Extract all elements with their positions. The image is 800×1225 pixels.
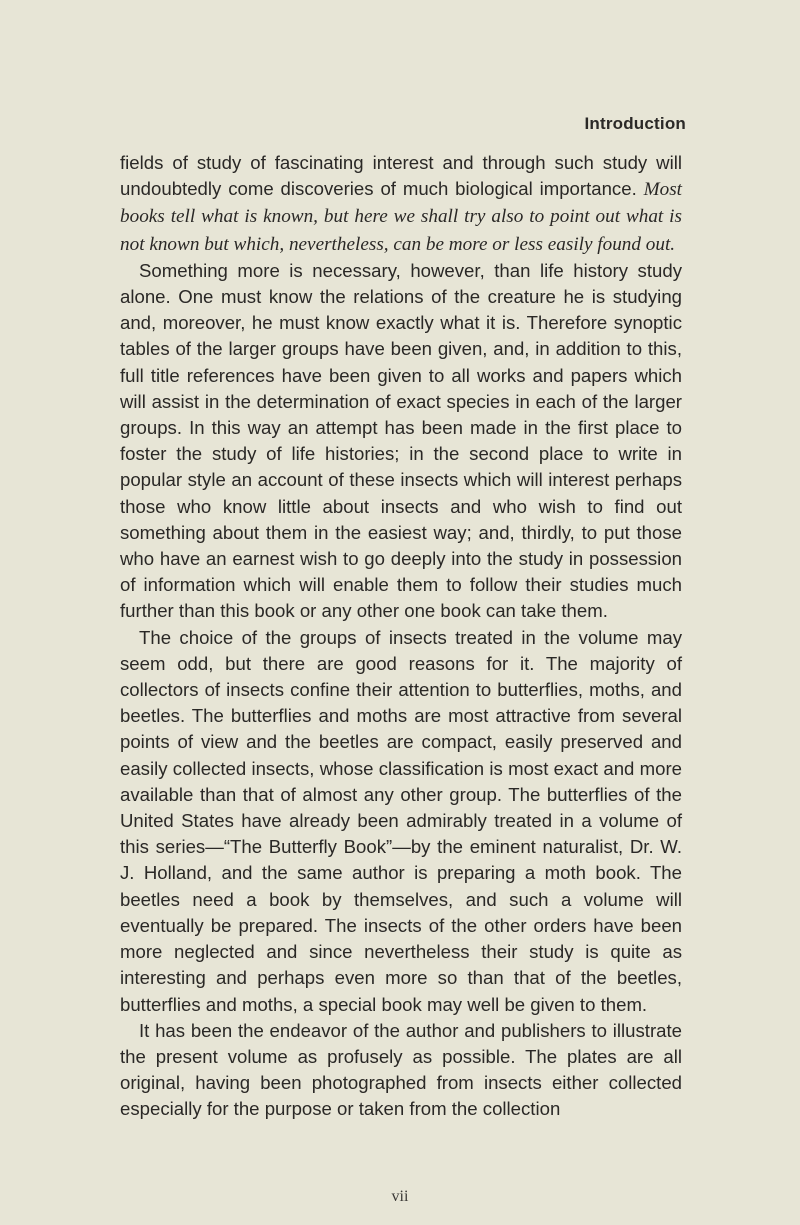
body-text (120, 150, 682, 1123)
paragraph-2-text: Something more is necessary, however, than life history study alone. One must know the relations of the creature he is studying and, moreover, he must know exactly what it is. Therefore synoptic tables of the larger groups have been given, and, in addition to this, full title references have been given to all works and papers which will assist in the determination of exact species in each of the larger groups. In this way an attempt has been made in the first place to foster the study of life histories; in the second place to write in popular style an account of these insects which will interest perhaps those who know little about insects and who wish to find out something about them in the easiest way; and, thirdly, to put those who have an earnest wish to go deeply into the study in possession of information which will enable them to follow their studies much further than this book or any other one book can take them. (120, 259, 682, 622)
page-number: vii (391, 1188, 409, 1205)
paragraph-3-text: The choice of the groups of insects treated in the volume may seem odd, but there are good reasons for it. The majority of collectors of insects confine their attention to butterflies, moths, and beetles. The butterflies and moths are most attractive from several points of view and the beetles are compact, easily preserved and easily collected insects, whose classification is most exact and more available than that of almost any other group. The butterflies of the United States have already been admirably treated in a volume of this series—“The Butterfly Book”—by the eminent naturalist, Dr. W. J. Holland, and the same author is preparing a moth book. The beetles need a book by themselves, and such a volume will eventually be prepared. The insects of the other orders have been more neglected and since nevertheless their study is quite as interesting and perhaps even more so than that of the beetles, butterflies and moths, a special book may well be given to them. (120, 626, 682, 1015)
paragraph-1-italic-text: Most books tell what is known, but here we shall try also to point out what is not known but which, nevertheless, can be more or less easily found out. (120, 179, 682, 255)
paragraph-2 (120, 258, 682, 625)
paragraph-1 (120, 150, 682, 258)
paragraph-3 (120, 625, 682, 1018)
paragraph-4-text: It has been the endeavor of the author and publishers to illustrate the present volume as profusely as possible. The plates are all original, having been photographed from insects either collected especially for the purpose or taken from the collection (120, 1019, 682, 1120)
paragraph-4 (120, 1018, 682, 1123)
paragraph-1-text: fields of study of fascinating interest and through such study will undoubtedly come discoveries of much biological importance. (120, 152, 682, 200)
running-header: Introduction (584, 114, 686, 133)
